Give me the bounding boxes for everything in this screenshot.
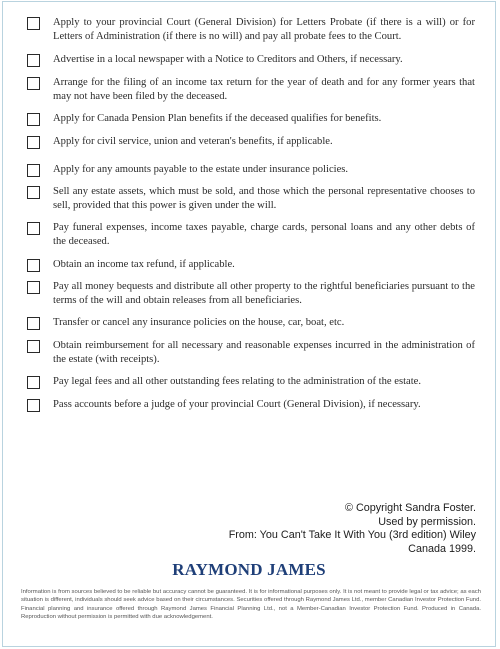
checkbox[interactable] (27, 77, 40, 90)
checkbox[interactable] (27, 259, 40, 272)
raymond-james-logo: RAYMOND JAMES (172, 560, 326, 579)
checkbox[interactable] (27, 186, 40, 199)
checkbox[interactable] (27, 136, 40, 149)
checkbox[interactable] (27, 340, 40, 353)
copyright-line: Used by permission. (378, 515, 476, 528)
checklist-item-text: Pay legal fees and all other outstanding fees relating to the administration of the estate. (53, 376, 422, 387)
checklist-item-text: Sell any estate assets, which must be sold, and those which the personal representative chooses to sell, provided that this power is given under the will. (53, 186, 475, 211)
checkbox[interactable] (27, 281, 40, 294)
checklist-item-text: Pay all money bequests and distribute all other property to the rightful beneficiaries pursuant to the terms of the will and obtain releases from all beneficiaries. (53, 281, 475, 306)
checklist-item-text: Advertise in a local newspaper with a Notice to Creditors and Others, if necessary. (53, 54, 403, 65)
checklist-item-text: Arrange for the filing of an income tax return for the year of death and for any former years that may not have been filed by the deceased. (53, 77, 475, 102)
checklist-item-text: Pay funeral expenses, income taxes payable, charge cards, personal loans and any other debts of the deceased. (53, 222, 475, 247)
disclaimer-text: Information is from sources believed to be reliable but accuracy cannot be guaranteed. It is for informational purposes only. It is not meant to provide legal or tax advice; as each situation is different, individuals should seek advice based on their circumstances. Securities offered through Raymond James Ltd., member Canadian Investor Protection Fund. Financial planning and insurance offered through Raymond James Financial Planning Ltd., not a Member-Canadian Investor Protection Fund. Produced in Canada. Reproduction without permission is permitted with due acknowledgement. (21, 589, 481, 621)
checkbox[interactable] (27, 113, 40, 126)
checkbox[interactable] (27, 317, 40, 330)
copyright-line: From: You Can't Take It With You (3rd edition) Wiley (228, 529, 476, 542)
checklist-item-text: Pass accounts before a judge of your provincial Court (General Division), if necessary. (53, 399, 421, 410)
checkbox[interactable] (27, 376, 40, 389)
checkbox[interactable] (27, 222, 40, 235)
checklist-item-text: Obtain reimbursement for all necessary and reasonable expenses incurred in the administration of the estate (with receipts). (53, 340, 475, 365)
checklist-item-text: Apply for Canada Pension Plan benefits if the deceased qualifies for benefits. (53, 113, 382, 124)
checklist-item-text: Apply for any amounts payable to the estate under insurance policies. (53, 164, 349, 175)
checkbox[interactable] (27, 17, 40, 30)
document-page (2, 1, 496, 647)
checklist-item-text: Apply for civil service, union and veteran's benefits, if applicable. (53, 136, 333, 147)
checkbox[interactable] (27, 399, 40, 412)
copyright-notice (176, 502, 476, 556)
checklist-item-text: Apply to your provincial Court (General Division) for Letters Probate (if there is a will) or for Letters of Administration (if there is no will) and pay all probate fees to the Court. (53, 17, 475, 42)
checkbox[interactable] (27, 54, 40, 67)
checklist-item-text: Transfer or cancel any insurance policies on the house, car, boat, etc. (53, 317, 345, 328)
checklist-item-text: Obtain an income tax refund, if applicable. (53, 259, 235, 270)
copyright-line: Canada 1999. (408, 542, 476, 555)
copyright-line: © Copyright Sandra Foster. (345, 502, 476, 514)
checkbox[interactable] (27, 164, 40, 177)
